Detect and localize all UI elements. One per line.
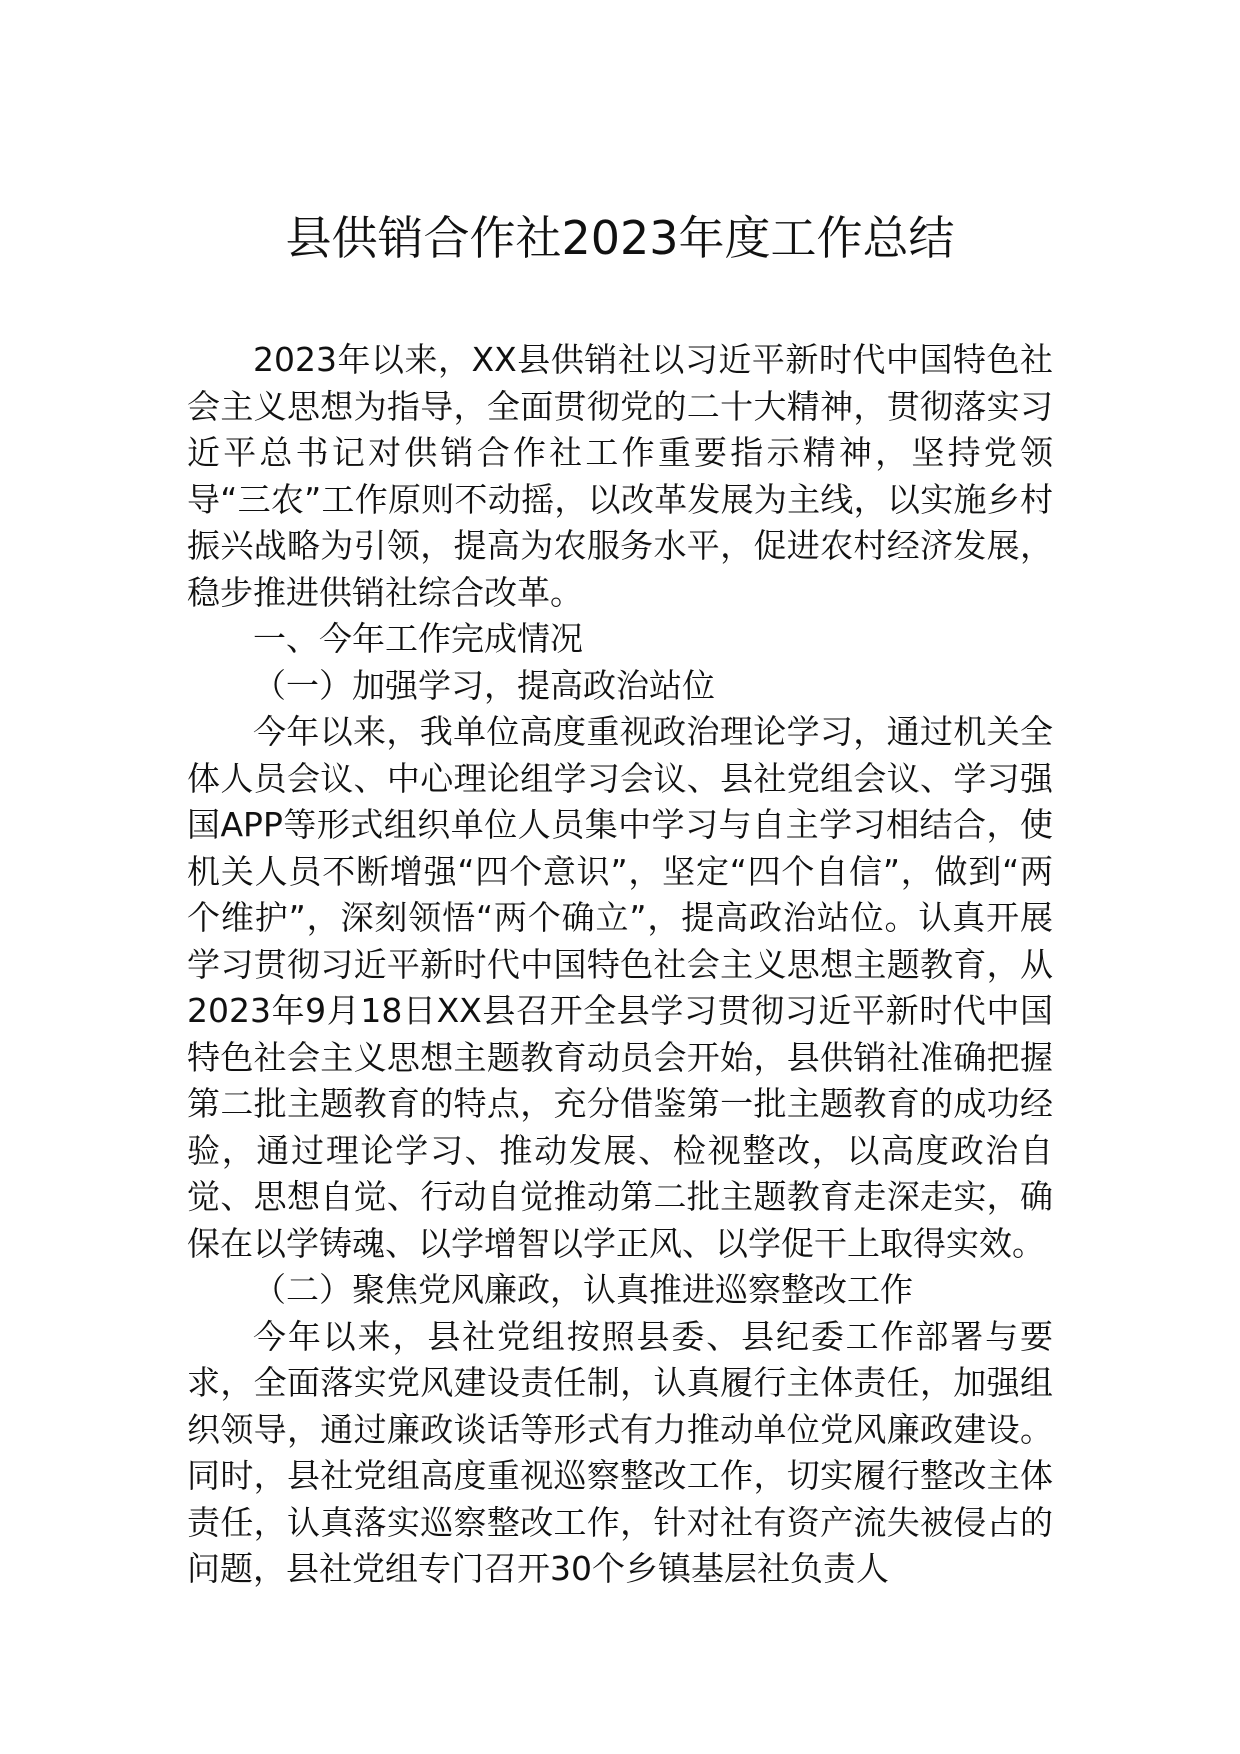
paragraph-integrity: 今年以来，县社党组按照县委、县纪委工作部署与要求，全面落实党风建设责任制，认真履行主体责任，加强组织领导，通过廉政谈话等形式有力推动单位党风廉政建设。同时，县社党组高度重视巡察整改工作，切实履行整改主体责任，认真落实巡察整改工作，针对社有资产流失被侵占的问题，县社党组专门召开30个乡镇基层社负责人 (187, 1316, 1053, 1588)
document-body (187, 337, 1053, 1593)
paragraph-intro: 2023年以来，XX县供销社以习近平新时代中国特色社会主义思想为指导，全面贯彻党的二十大精神，贯彻落实习近平总书记对供销合作社工作重要指示精神，坚持党领导“三农”工作原则不动摇，以改革发展为主线，以实施乡村振兴战略为引领，提高为农服务水平，促进农村经济发展，稳步推进供销社综合改革。 (187, 340, 1053, 612)
section-heading-1: 一、今年工作完成情况 (253, 619, 583, 658)
paragraph-study: 今年以来，我单位高度重视政治理论学习，通过机关全体人员会议、中心理论组学习会议、县社党组会议、学习强国APP等形式组织单位人员集中学习与自主学习相结合，使机关人员不断增强“四个意识”，坚定“四个自信”，做到“两个维护”，深刻领悟“两个确立”，提高政治站位。认真开展学习贯彻习近平新时代中国特色社会主义思想主题教育，从2023年9月18日XX县召开全县学习贯彻习近平新时代中国特色社会主义思想主题教育动员会开始，县供销社准确把握第二批主题教育的特点，充分借鉴第一批主题教育的成功经验，通过理论学习、推动发展、检视整改，以高度政治自觉、思想自觉、行动自觉推动第二批主题教育走深走实，确保在以学铸魂、以学增智以学正风、以学促干上取得实效。 (187, 712, 1053, 1263)
subsection-heading-1: （一）加强学习，提高政治站位 (253, 665, 715, 705)
subsection-heading-2: （二）聚焦党风廉政，认真推进巡察整改工作 (253, 1270, 913, 1309)
document-title: 县供销合作社2023年度工作总结 (285, 211, 955, 265)
